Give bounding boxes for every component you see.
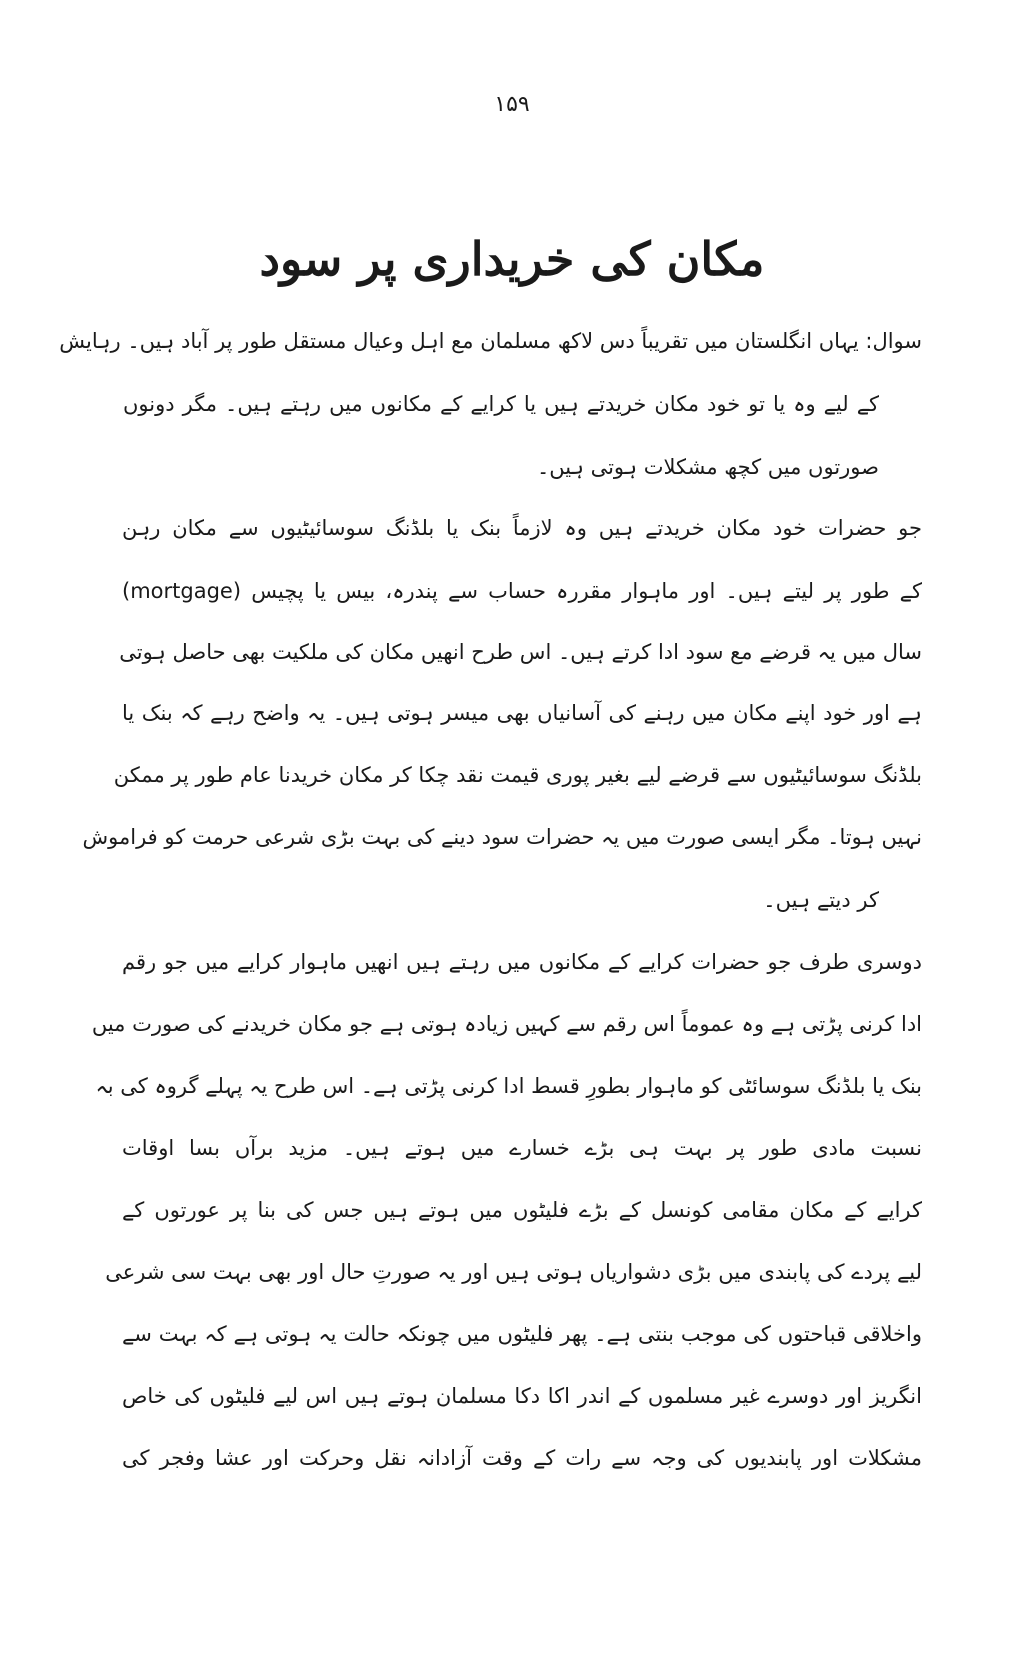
paragraph-two-line-4: ہے اور خود اپنے مکان میں رہنے کی آسانیاں بھی میسر ہوتی ہیں۔ یہ واضح رہے کہ بنک یا [122, 701, 922, 725]
chapter-title: مکان کی خریداری پر سود [259, 232, 765, 286]
paragraph-three-line-2: ادا کرنی پڑتی ہے وہ عموماً اس رقم سے کہیں زیادہ ہوتی ہے جو مکان خریدنے کی صورت میں [91, 1012, 922, 1036]
page-number: ۱۵۹ [494, 92, 530, 117]
paragraph-three-line-1: دوسری طرف جو حضرات کرایے کے مکانوں میں رہتے ہیں انھیں ماہوار کرایے میں جو رقم [122, 950, 922, 974]
question-line-2: کے لیے وہ یا تو خود مکان خریدتے ہیں یا کرایے کے مکانوں میں رہتے ہیں۔ مگر دونوں [123, 392, 879, 416]
paragraph-two-line-3: سال میں یہ قرضے مع سود ادا کرتے ہیں۔ اس طرح انھیں مکان کی ملکیت بھی حاصل ہوتی [119, 640, 922, 664]
paragraph-three-line-8: انگریز اور دوسرے غیر مسلموں کے اندر اکا دکا مسلمان ہوتے ہیں اس لیے فلیٹوں کی خاص [122, 1384, 922, 1408]
paragraph-three-line-5: کرایے کے مکان مقامی کونسل کے بڑے فلیٹوں میں ہوتے ہیں جس کی بنا پر عورتوں کے [122, 1198, 922, 1222]
paragraph-three-line-6: لیے پردے کی پابندی میں بڑی دشواریاں ہوتی ہیں اور یہ صورتِ حال اور بھی بہت سی شرعی [105, 1260, 922, 1284]
question-line-3: صورتوں میں کچھ مشکلات ہوتی ہیں۔ [536, 455, 879, 479]
paragraph-three-line-4: نسبت مادی طور پر بہت ہی بڑے خسارے میں ہوتے ہیں۔ مزید برآں بسا اوقات [122, 1136, 922, 1160]
paragraph-three-line-7: واخلاقی قباحتوں کی موجب بنتی ہے۔ پھر فلیٹوں میں چونکہ حالت یہ ہوتی ہے کہ بہت سے [122, 1322, 922, 1346]
paragraph-two-line-1: جو حضرات خود مکان خریدتے ہیں وہ لازماً بنک یا بلڈنگ سوسائیٹیوں سے مکان رہن [122, 516, 922, 540]
paragraph-two-line-2: (mortgage) کے طور پر لیتے ہیں۔ اور ماہوار مقررہ حساب سے پندرہ، بیس یا پچیس [122, 579, 922, 603]
paragraph-two-line-5: بلڈنگ سوسائیٹیوں سے قرضے لیے بغیر پوری قیمت نقد چکا کر مکان خریدنا عام طور پر ممکن [113, 763, 922, 787]
paragraph-two-line-6: نہیں ہوتا۔ مگر ایسی صورت میں یہ حضرات سود دینے کی بہت بڑی شرعی حرمت کو فراموش [82, 825, 922, 849]
question-line-1: سوال: یہاں انگلستان میں تقریباً دس لاکھ مسلمان مع اہل وعیال مستقل طور پر آباد ہیں۔ رہایش [59, 329, 922, 353]
paragraph-three-line-3: بنک یا بلڈنگ سوسائٹی کو ماہوار بطورِ قسط ادا کرنی پڑتی ہے۔ اس طرح یہ پہلے گروہ کی بہ [95, 1074, 922, 1098]
paragraph-two-line-7: کر دیتے ہیں۔ [763, 888, 879, 912]
paragraph-three-line-9: مشکلات اور پابندیوں کی وجہ سے رات کے وقت آزادانہ نقل وحرکت اور عشا وفجر کی [122, 1446, 922, 1470]
